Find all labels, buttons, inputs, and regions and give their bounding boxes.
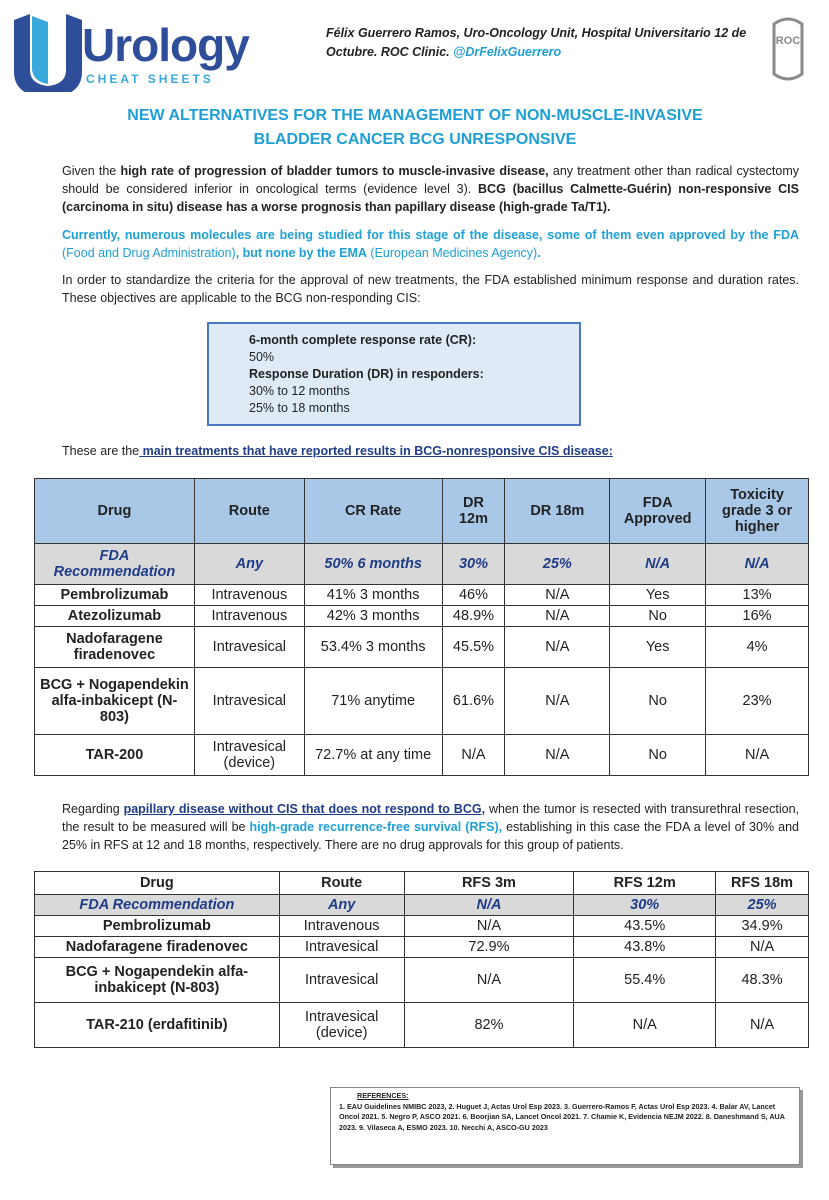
- roc-logo-text: ROC: [775, 35, 801, 47]
- table-cell: N/A: [404, 895, 574, 916]
- table-cell: 46%: [442, 585, 505, 606]
- table-cell: No: [610, 606, 706, 627]
- table-cell: 45.5%: [442, 627, 505, 668]
- fda-recommendation-row: [35, 544, 809, 585]
- table-cell: Intravesical: [194, 668, 304, 735]
- table-row: [35, 668, 809, 735]
- para1-bold1: high rate of progression of bladder tumors to muscle-invasive disease,: [120, 164, 549, 178]
- table-cell: Intravesical: [194, 627, 304, 668]
- table-cell: Intravesical (device): [194, 735, 304, 776]
- table-cell: FDA Recommendation: [35, 895, 280, 916]
- col-header: Drug: [35, 479, 195, 544]
- col-header: CR Rate: [304, 479, 442, 544]
- table-cell: 48.3%: [716, 958, 809, 1003]
- table-cell: N/A: [706, 735, 809, 776]
- drug-cell: BCG + Nogapendekin alfa-inbakicept (N-803): [35, 668, 195, 735]
- col-header: FDA Approved: [610, 479, 706, 544]
- intro-paragraph: [62, 162, 799, 216]
- table-cell: N/A: [610, 544, 706, 585]
- col-header: Route: [279, 872, 404, 895]
- table-row: [35, 735, 809, 776]
- table-cell: Intravesical: [279, 937, 404, 958]
- table-cell: No: [610, 735, 706, 776]
- table-cell: N/A: [716, 1003, 809, 1048]
- cr-label: 6-month complete response rate (CR):: [249, 333, 477, 347]
- dr-label: Response Duration (DR) in responders:: [249, 367, 484, 381]
- table-cell: 41% 3 months: [304, 585, 442, 606]
- table-cell: 30%: [574, 895, 716, 916]
- table-row: [35, 606, 809, 627]
- roc-logo: [768, 14, 808, 84]
- title-line2: BLADDER CANCER BCG UNRESPONSIVE: [253, 131, 577, 148]
- logo-wordmark: Urology: [82, 19, 249, 71]
- dr-12-value: 30% to 12 months: [249, 384, 350, 398]
- dr-18-value: 25% to 18 months: [249, 401, 350, 415]
- table-cell: 82%: [404, 1003, 574, 1048]
- table-cell: 13%: [706, 585, 809, 606]
- table-cell: Intravenous: [194, 585, 304, 606]
- table-cell: N/A: [505, 668, 610, 735]
- pap-text3: establishing in this case the FDA a level of 30% and 25% in RFS at 12 and 18 months, respectively. There are no drug approvals for this group of patients.: [62, 820, 799, 852]
- studies-paragraph: [62, 226, 799, 262]
- table-cell: 42% 3 months: [304, 606, 442, 627]
- table-cell: N/A: [404, 916, 574, 937]
- para2-text1: Currently, numerous molecules are being studied for this stage of the disease, some of them even approved by the FDA: [62, 228, 799, 242]
- papillary-paragraph: [62, 800, 799, 854]
- para2-text4: (European Medicines Agency): [366, 246, 538, 260]
- main-intro-prefix: These are the: [62, 444, 140, 458]
- main-intro-link[interactable]: main treatments that have reported results in BCG-nonresponsive CIS disease:: [139, 444, 613, 458]
- table-cell: N/A: [505, 606, 610, 627]
- col-header: Drug: [35, 872, 280, 895]
- table-cell: 53.4% 3 months: [304, 627, 442, 668]
- table-cell: 30%: [442, 544, 505, 585]
- col-header: RFS 12m: [574, 872, 716, 895]
- table-cell: Any: [194, 544, 304, 585]
- table-cell: N/A: [706, 544, 809, 585]
- author-handle[interactable]: @DrFelixGuerrero: [453, 45, 562, 59]
- fda-criteria-box: [207, 322, 581, 426]
- table-cell: 61.6%: [442, 668, 505, 735]
- references-text: 1. EAU Guidelines NMIBC 2023, 2. Huguet J, Actas Urol Esp 2023. 3. Guerrero-Ramos F, Actas Urol Esp 2023. 4. Balar AV, Lancet Oncol 2021. 5. Negro P, ASCO 2021. 6. Boorjian SA, Lancet Oncol 2021. 7. Chamie K, Evidencia NEJM 2022. 8. Daneshmand S, AUA 2023. 9. Vilaseca A, ESMO 2023. 10. Necchi A, ASCO-GU 2023: [339, 1101, 785, 1132]
- col-header: Route: [194, 479, 304, 544]
- pap-link[interactable]: papillary disease without CIS that does not respond to BCG,: [123, 802, 486, 816]
- table-cell: 50% 6 months: [304, 544, 442, 585]
- col-header: Toxicity grade 3 or higher: [706, 479, 809, 544]
- drug-cell: BCG + Nogapendekin alfa-inbakicept (N-803): [35, 958, 280, 1003]
- para1-text2: any treatment other than radical cystectomy should be considered inferior in oncological terms (evidence level 3).: [62, 164, 800, 196]
- main-treatments-intro: [62, 444, 613, 458]
- logo-subtitle: CHEAT SHEETS: [86, 72, 214, 86]
- title-line1: NEW ALTERNATIVES FOR THE MANAGEMENT OF NON-MUSCLE-INVASIVE: [127, 107, 703, 124]
- table-row: [35, 958, 809, 1003]
- table-cell: N/A: [404, 958, 574, 1003]
- author-credit: [326, 24, 756, 62]
- para1-bold2: BCG (bacillus Calmette-Guérin) non-responsive CIS (carcinoma in situ) disease has a worse prognosis than papillary disease (high-grade Ta/T1).: [62, 182, 799, 214]
- col-header: RFS 3m: [404, 872, 574, 895]
- table-cell: N/A: [442, 735, 505, 776]
- col-header: DR 12m: [442, 479, 505, 544]
- table-cell: No: [610, 668, 706, 735]
- table-cell: 72.9%: [404, 937, 574, 958]
- table-cell: 34.9%: [716, 916, 809, 937]
- table-cell: N/A: [505, 585, 610, 606]
- table-cell: N/A: [716, 937, 809, 958]
- table-row: [35, 585, 809, 606]
- table-cell: 72.7% at any time: [304, 735, 442, 776]
- pap-highlight: high-grade recurrence-free survival (RFS),: [249, 820, 503, 834]
- table-cell: 43.5%: [574, 916, 716, 937]
- author-line1: Félix Guerrero Ramos, Uro-Oncology Unit, Hospital Universitario 12 de: [326, 26, 747, 40]
- drug-cell: TAR-200: [35, 735, 195, 776]
- table-row: [35, 937, 809, 958]
- cr-value: 50%: [249, 350, 275, 364]
- references-box: [330, 1087, 800, 1165]
- author-line2: Octubre. ROC Clinic.: [326, 45, 450, 59]
- papillary-treatments-table: [34, 871, 809, 1048]
- fda-recommendation-row: [35, 895, 809, 916]
- table-cell: 43.8%: [574, 937, 716, 958]
- table-cell: 25%: [716, 895, 809, 916]
- table-cell: Intravenous: [279, 916, 404, 937]
- drug-cell: Nadofaragene firadenovec: [35, 937, 280, 958]
- pap-text2: when the tumor is resected with transurethral resection, the result to be measured will be: [62, 802, 799, 834]
- table-cell: 48.9%: [442, 606, 505, 627]
- para2-text3: , but none by the EMA: [235, 246, 367, 260]
- table-row: [35, 916, 809, 937]
- table-cell: FDA Recommendation: [35, 544, 195, 585]
- table-cell: 16%: [706, 606, 809, 627]
- table-cell: 55.4%: [574, 958, 716, 1003]
- table-cell: Yes: [610, 585, 706, 606]
- table-cell: 23%: [706, 668, 809, 735]
- para1-text1: Given the: [62, 164, 121, 178]
- drug-cell: Atezolizumab: [35, 606, 195, 627]
- drug-cell: TAR-210 (erdafitinib): [35, 1003, 280, 1048]
- table-cell: N/A: [505, 627, 610, 668]
- table-cell: Yes: [610, 627, 706, 668]
- table-cell: Intravesical (device): [279, 1003, 404, 1048]
- para2-text2: (Food and Drug Administration): [62, 246, 236, 260]
- table-cell: Intravenous: [194, 606, 304, 627]
- drug-cell: Pembrolizumab: [35, 585, 195, 606]
- para2-text5: .: [537, 246, 541, 260]
- page-title: [60, 104, 770, 152]
- table-cell: 4%: [706, 627, 809, 668]
- table-cell: 71% anytime: [304, 668, 442, 735]
- table-header-row: [35, 872, 809, 895]
- table-row: [35, 1003, 809, 1048]
- table-cell: Any: [279, 895, 404, 916]
- table-header-row: [35, 479, 809, 544]
- col-header: DR 18m: [505, 479, 610, 544]
- drug-cell: Nadofaragene firadenovec: [35, 627, 195, 668]
- col-header: RFS 18m: [716, 872, 809, 895]
- table-cell: N/A: [505, 735, 610, 776]
- pap-text1: Regarding: [62, 802, 124, 816]
- table-cell: Intravesical: [279, 958, 404, 1003]
- table-row: [35, 627, 809, 668]
- table-cell: 25%: [505, 544, 610, 585]
- drug-cell: Pembrolizumab: [35, 916, 280, 937]
- table-cell: N/A: [574, 1003, 716, 1048]
- cis-treatments-table: [34, 478, 809, 776]
- standardize-paragraph: In order to standardize the criteria for the approval of new treatments, the FDA established minimum response and duration rates. These objectives are applicable to the BCG non-responding CIS:: [62, 273, 799, 305]
- references-heading: REFERENCES:: [357, 1091, 409, 1100]
